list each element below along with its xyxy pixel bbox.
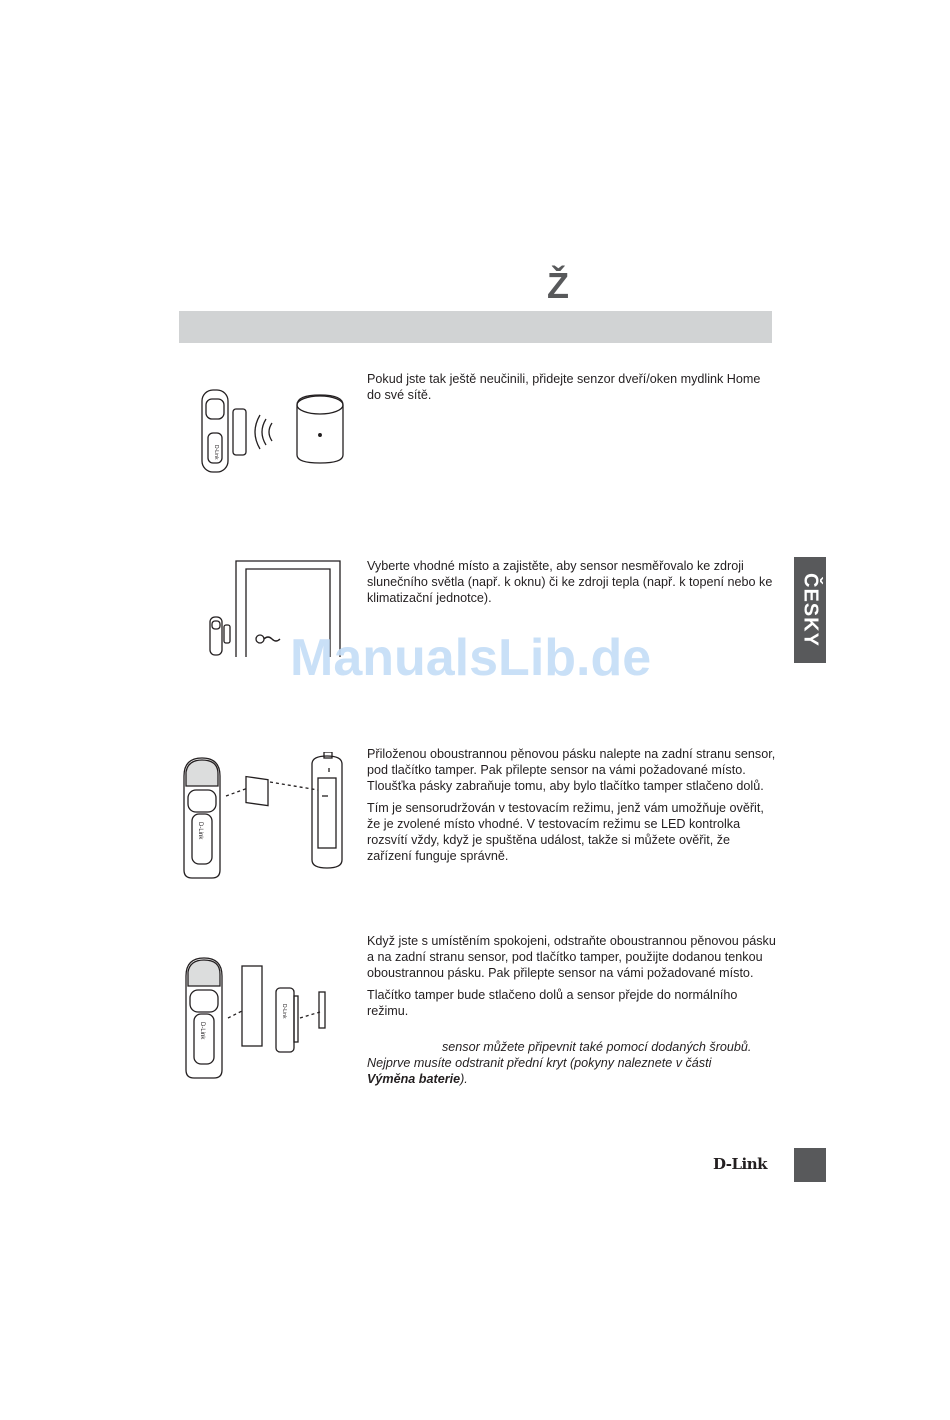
- step4-paragraph-1: Když jste s umístěním spokojeni, odstraňte oboustrannou pěnovou pásku a na zadní stranu sensor, pod tlačítko tamper, použijte dodanou tenkou oboustrannou pásku. Pak přilepte sensor na vámi požadované místo.: [367, 934, 776, 980]
- step3-text: [367, 746, 777, 870]
- mounting-note-line-2: Nejprve musíte odstranit přední kryt (pokyny naleznete v části: [367, 1056, 712, 1070]
- step4-text: [367, 933, 777, 1087]
- svg-text:D-Link: D-Link: [213, 445, 219, 460]
- step4-paragraph-2: Tlačítko tamper bude stlačeno dolů a sensor přejde do normálního režimu.: [367, 988, 738, 1018]
- battery-section-reference: Výměna baterie: [367, 1072, 461, 1086]
- svg-text:D-Link: D-Link: [197, 822, 203, 840]
- step2-text: [367, 558, 777, 612]
- step2-paragraph: Vyberte vhodné místo a zajistěte, aby sensor nesměřovalo ke zdroji slunečního světla (např. k oknu) či ke zdroji tepla (např. k topení nebo ke klimatizační jednotce).: [367, 559, 773, 605]
- mounting-note-tail: ).: [460, 1072, 468, 1086]
- step1-text: [367, 371, 777, 409]
- step1-paragraph: Pokud jste tak ještě neučinili, přidejte senzor dveří/oken mydlink Home do své sítě.: [367, 372, 761, 402]
- svg-text:D-Link: D-Link: [199, 1022, 205, 1040]
- step3-illustration: [178, 752, 358, 882]
- mounting-note-line-3: [367, 1071, 777, 1087]
- mounting-note: [367, 1039, 777, 1087]
- mounting-note-line-1: sensor můžete připevnit také pomocí dodaných šroubů.: [442, 1040, 752, 1054]
- language-tab: [794, 557, 826, 663]
- step3-paragraph-1: Přiloženou oboustrannou pěnovou pásku nalepte na zadní stranu sensor, pod tlačítko tamper. Pak přilepte sensor na vámi požadované místo. Tloušťka pásky zabraňuje tomu, aby bylo tlačítko tamper stlačeno dolů.: [367, 747, 776, 793]
- step4-illustration: [180, 952, 340, 1082]
- page-number-box: [794, 1148, 826, 1182]
- svg-text:D-Link: D-Link: [281, 1004, 287, 1019]
- language-tab-label: ČESKY: [799, 573, 822, 647]
- watermark: ManualsLib.de: [290, 629, 652, 687]
- step3-paragraph-2: Tím je sensorudržován v testovacím režimu, jenž vám umožňuje ověřit, že je zvolené místo vhodné. V testovacím režimu se LED kontrolka rozsvítí vždy, když je spuštěna událost, takže si můžete ověřit, že zařízení funguje správně.: [367, 801, 764, 863]
- section-heading: Ž: [547, 265, 569, 306]
- dlink-logo: D-Link: [713, 1155, 768, 1173]
- step1-illustration: [190, 385, 360, 480]
- section-header-bar: [179, 311, 772, 343]
